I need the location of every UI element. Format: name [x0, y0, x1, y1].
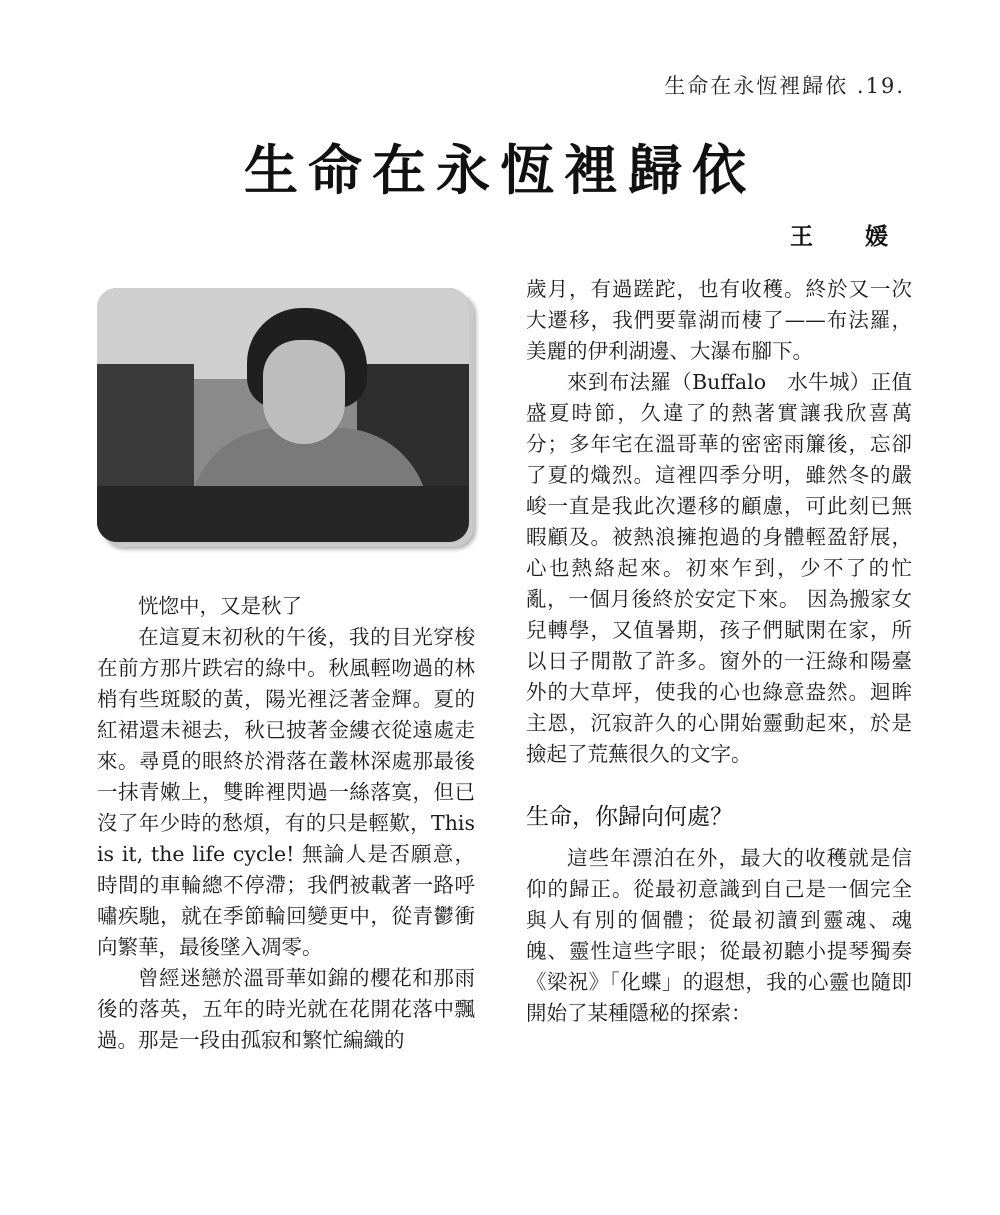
paragraph: 歲月，有過蹉跎，也有收穫。終於又一次大遷移，我們要靠湖而棲了——布法羅，美麗的伊利湖邊、大瀑布腳下。 [526, 277, 912, 363]
author-photo [97, 288, 469, 542]
running-header: 生命在永恆裡歸依 .19. [664, 74, 905, 98]
paragraph: 這些年漂泊在外，最大的收穫就是信仰的歸正。從最初意識到自己是一個完全與人有別的個體；從最初讀到靈魂、魂魄、靈性這些字眼；從最初聽小提琴獨奏《梁祝》「化蝶」的遐想，我的心靈也隨即開始了某種隱秘的探索： [526, 846, 912, 1025]
section-heading: 生命，你歸向何處？ [526, 804, 733, 830]
paragraph: 來到布法羅（Buffalo 水牛城）正值盛夏時節，久違了的熱著實讓我欣喜萬分；多年宅在溫哥華的密密雨簾後，忘卻了夏的熾烈。這裡四季分明，雖然冬的嚴峻一直是我此次遷移的顧慮，可此刻已無暇顧及。被熱浪擁抱過的身體輕盈舒展，心也熱絡起來。初來乍到，少不了的忙亂，一個月後終於安定下來。 因為搬家女兒轉學，又值暑期，孩子們賦閑在家，所以日子閒散了許多。窗外的一汪綠和陽臺外的大草坪，使我的心也綠意盎然。迴眸主恩，沉寂許久的心開始靈動起來，於是撿起了荒蕪很久的文字。 [526, 370, 912, 766]
article-title: 生命在永恆裡歸依 [244, 138, 756, 202]
paragraph: 在這夏末初秋的午後，我的目光穿梭在前方那片跌宕的綠中。秋風輕吻過的林梢有些斑駁的黃，陽光裡泛著金輝。夏的紅裙還未褪去，秋已披著金縷衣從遠處走來。尋覓的眼終於滑落在叢林深處那最後一抹青嫩上，雙眸裡閃過一絲落寞，但已沒了年少時的愁煩，有的只是輕歎，This is it, the life cycle! 無論人是否願意，時間的車輪總不停滯；我們被載著一路呼嘯疾馳，就在季節輪回變更中，從青鬱衝向繁華，最後墜入凋零。 [97, 625, 475, 959]
paragraph: 曾經迷戀於溫哥華如錦的櫻花和那雨後的落英，五年的時光就在花開花落中飄過。那是一段由孤寂和繁忙編織的 [97, 966, 475, 1052]
author-name: 王 媛 [789, 223, 910, 250]
paragraph: 恍惚中，又是秋了 [138, 594, 302, 618]
right-column [526, 274, 912, 1029]
left-column [97, 591, 475, 1056]
